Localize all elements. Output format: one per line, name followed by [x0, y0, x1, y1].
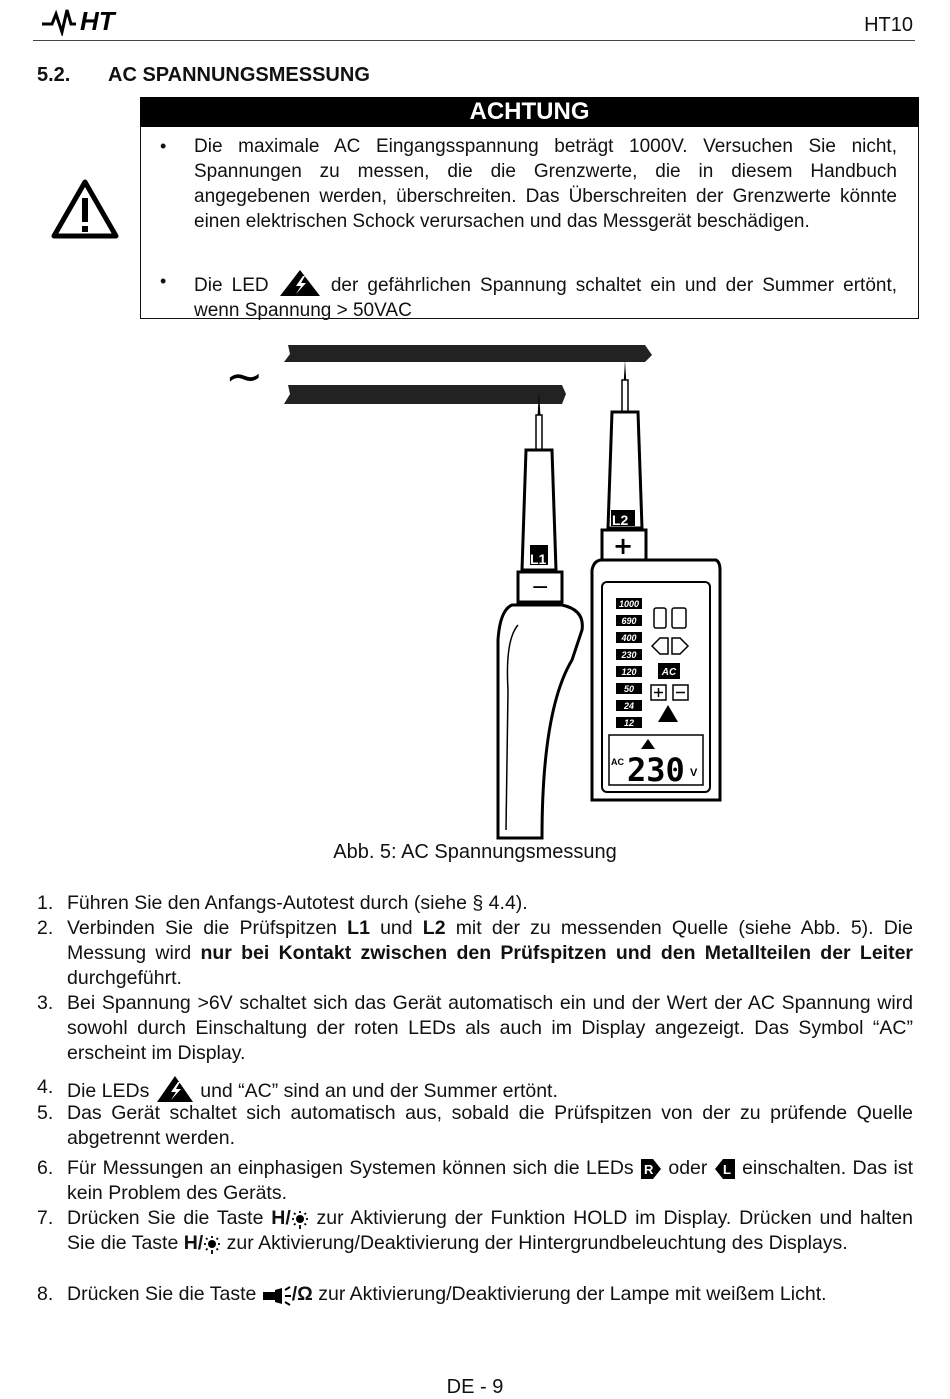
warning-bullet-1: Die maximale AC Eingangsspannung beträgt 1000V. Versuchen Sie nicht, Spannungen zu messen, die die Grenzwerte, die in diesem Handbuch angegebenen werden, überschreiten. Das Überschreiten der Grenzwerte könnte einen elektrischen Schock verursachen und das Messgerät beschädigen. [194, 136, 897, 232]
scale-400: 400 [621, 633, 637, 643]
warning-bullet-2 [194, 269, 897, 323]
conductor-upper [284, 345, 652, 362]
lcd-value: 230 [627, 751, 685, 789]
step-text: Bei Spannung >6V schaltet sich das Gerät automatisch ein und der Wert der AC Spannung wird sowohl durch Einschaltung der roten LEDs als auch im Display angezeigt. Das Symbol “AC” erscheint im Display. [67, 992, 913, 1064]
warning-triangle-icon [50, 178, 120, 240]
hold-key-ref: H/ [183, 1232, 204, 1254]
ac-source-symbol: ~ [225, 349, 264, 403]
probe-l2-plus: + [613, 532, 634, 560]
scale-690: 690 [621, 616, 637, 626]
step-number: 8. [37, 1283, 54, 1305]
section-title: AC SPANNUNGSMESSUNG [108, 64, 370, 86]
step-3 [37, 991, 913, 1066]
figure-caption: Abb. 5: AC Spannungsmessung [333, 841, 617, 863]
flashlight-icon [262, 1286, 292, 1306]
step-2 [37, 916, 913, 991]
danger-led-icon [155, 1075, 195, 1103]
step-text: Verbinden Sie die Prüfspitzen L1 und L2 mit der zu messenden Quelle (siehe Abb. 5). Die Messung wird nur bei Kontakt zwischen den Prüfspitzen und den Metallteilen der Leiter durchgeführt. [67, 917, 914, 989]
bullet-dot: • [160, 271, 167, 291]
hold-key-ref: H/ [271, 1207, 291, 1229]
step-4 [37, 1075, 913, 1104]
step-6 [37, 1156, 913, 1206]
model-name: HT10 [864, 14, 913, 36]
warning-title: ACHTUNG [140, 97, 919, 127]
step-text: Drücken Sie die Taste /Ω zur Aktivierung/Deaktivierung der Lampe mit weißem Licht. [67, 1283, 827, 1305]
step-number: 2. [37, 917, 54, 939]
step-number: 6. [37, 1157, 54, 1179]
ac-led-label: AC [661, 667, 677, 678]
backlight-icon [203, 1235, 221, 1255]
scale-12: 12 [623, 718, 635, 728]
step-number: 7. [37, 1207, 54, 1229]
step-8 [37, 1282, 913, 1307]
led-r-icon [640, 1158, 662, 1180]
scale-230: 230 [621, 650, 637, 660]
lamp-led-icon [672, 608, 686, 628]
step-number: 3. [37, 992, 54, 1014]
step-text: Drücken Sie die Taste H/ zur Aktivierung der Funktion HOLD im Display. Drücken und halten Sie die Taste H/ zur Aktivierung/Deaktivierung der Hintergrundbeleuchtung des Displays. [67, 1207, 913, 1254]
step-text: Das Gerät schaltet sich automatisch aus, sobald die Prüfspitzen von der zu prüfende Quelle abgetrennt werden. [67, 1102, 913, 1149]
page-number: DE - 9 [446, 1376, 504, 1398]
scale-50: 50 [623, 684, 635, 694]
probe-l1-label: L1 [530, 551, 547, 567]
ac-measurement-figure [200, 330, 740, 845]
led-l-icon [714, 1158, 736, 1180]
step-5 [37, 1101, 913, 1151]
section-number: 5.2. [37, 64, 71, 86]
step-text: Führen Sie den Anfangs-Autotest durch (siehe § 4.4). [67, 892, 528, 914]
step-1 [37, 891, 913, 916]
danger-led-icon [278, 269, 322, 297]
warning-bullet-2-end: der gefährlichen Spannung schaltet ein und der Summer ertönt, wenn Spannung > 50VAC [194, 275, 898, 321]
lamp-key-ref: /Ω [291, 1283, 313, 1305]
svg-text:R: R [644, 1162, 654, 1177]
backlight-icon [291, 1210, 309, 1230]
scale-120: 120 [621, 667, 637, 677]
step-number: 1. [37, 892, 54, 914]
continuity-led-icon [654, 608, 666, 628]
lcd-unit: V [690, 767, 698, 779]
header-divider [33, 40, 915, 41]
scale-24: 24 [623, 701, 635, 711]
probe-l1-ref: L1 [347, 917, 370, 939]
ht-logo [40, 4, 128, 36]
contact-emphasis: nur bei Kontakt zwischen den Prüfspitzen und den Metallteilen der Leiter [200, 942, 914, 964]
step-number: 5. [37, 1102, 54, 1124]
bullet-dot: • [160, 136, 167, 156]
scale-1000: 1000 [618, 599, 640, 609]
step-7 [37, 1206, 913, 1256]
svg-text:L: L [722, 1162, 731, 1177]
probe-l2-label: L2 [612, 512, 629, 528]
lcd-mode: AC [611, 757, 624, 767]
conductor-lower [284, 385, 566, 404]
step-number: 4. [37, 1076, 54, 1098]
probe-l2-ref: L2 [422, 917, 446, 939]
warning-bullet-2-start: Die LED [194, 275, 269, 296]
step-text: Für Messungen an einphasigen Systemen können sich die LEDs R oder L einschalten. Das ist kein Problem des Geräts. [67, 1157, 913, 1204]
step-text: Die LEDs und “AC” sind an und der Summer ertönt. [67, 1075, 913, 1104]
probe-l1-minus: − [531, 575, 550, 600]
brand-text: HT [80, 6, 115, 36]
